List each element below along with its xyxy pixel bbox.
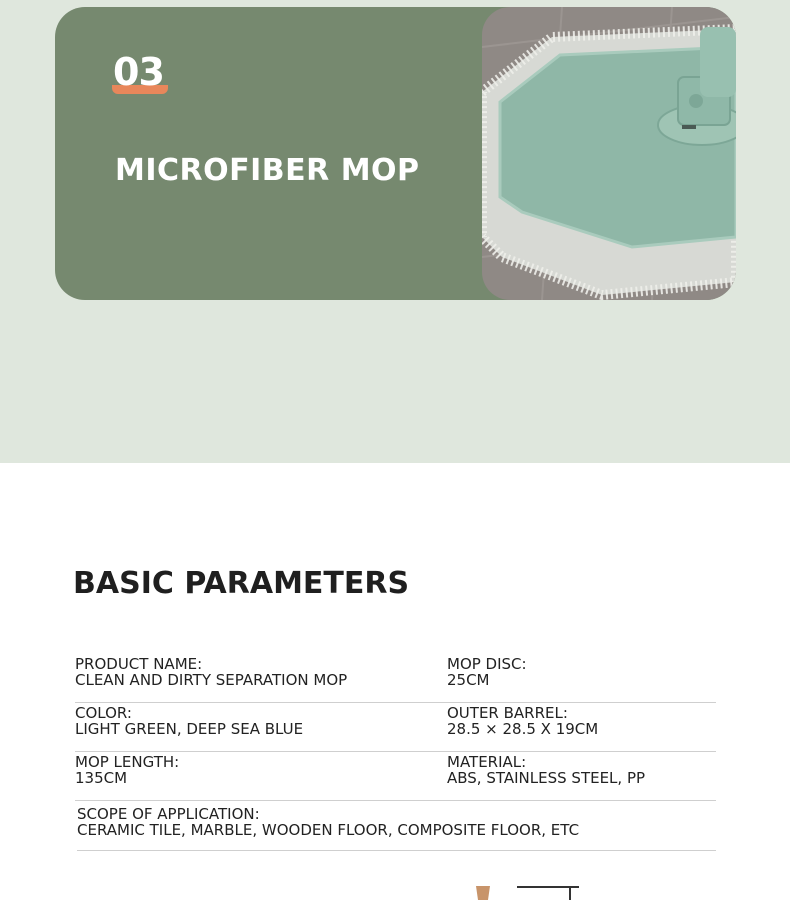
param-row	[75, 703, 716, 752]
param-cell	[75, 705, 303, 737]
param-row-full	[77, 801, 716, 851]
param-value: 25CM	[447, 671, 490, 689]
param-label: MOP LENGTH:	[75, 753, 180, 771]
feature-number: 03	[113, 50, 164, 94]
feature-card	[55, 7, 736, 300]
dimension-diagram-fragment	[470, 882, 590, 904]
param-cell	[447, 705, 598, 737]
param-label: SCOPE OF APPLICATION:	[77, 805, 260, 823]
param-label: MOP DISC:	[447, 655, 527, 673]
param-label: MATERIAL:	[447, 753, 527, 771]
section-heading: BASIC PARAMETERS	[73, 566, 410, 601]
param-row	[75, 752, 716, 801]
param-cell	[77, 806, 579, 838]
param-value: CLEAN AND DIRTY SEPARATION MOP	[75, 671, 348, 689]
param-label: PRODUCT NAME:	[75, 655, 203, 673]
param-cell	[75, 656, 347, 688]
param-label: OUTER BARREL:	[447, 704, 568, 722]
feature-title: MICROFIBER MOP	[115, 153, 420, 188]
parameters-table	[75, 654, 716, 851]
param-cell	[447, 754, 645, 786]
dimension-line-icon	[470, 882, 590, 900]
param-cell	[447, 656, 527, 688]
param-value: 28.5 × 28.5 X 19CM	[447, 720, 599, 738]
mop-photo	[482, 7, 736, 300]
mop-photo-illustration	[482, 7, 736, 300]
param-value: 135CM	[75, 769, 128, 787]
param-cell	[75, 754, 179, 786]
param-value: CERAMIC TILE, MARBLE, WOODEN FLOOR, COMPOSITE FLOOR, ETC	[77, 821, 580, 839]
param-value: ABS, STAINLESS STEEL, PP	[447, 769, 646, 787]
param-label: COLOR:	[75, 704, 132, 722]
param-row	[75, 654, 716, 703]
param-value: LIGHT GREEN, DEEP SEA BLUE	[75, 720, 304, 738]
